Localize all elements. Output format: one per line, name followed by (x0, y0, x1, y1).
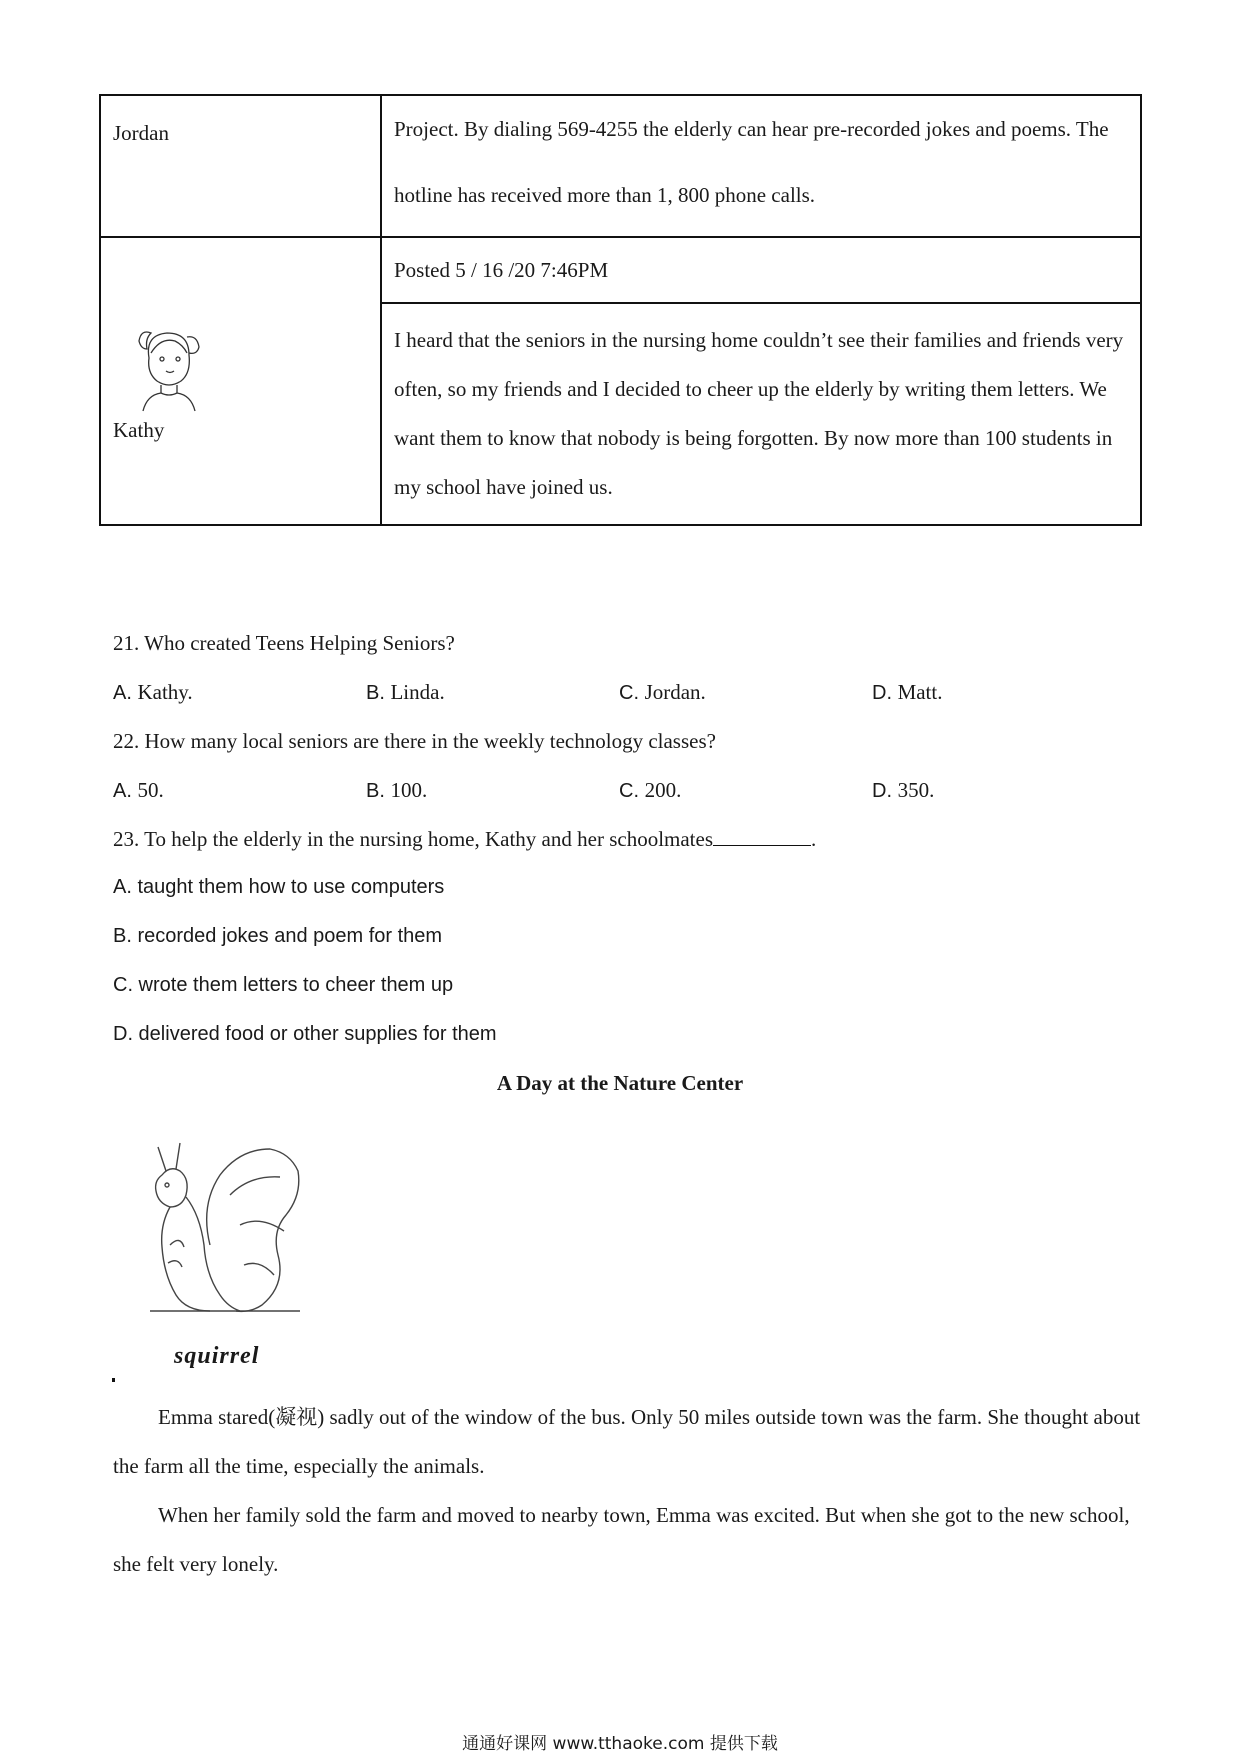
question-stem: 21. Who created Teens Helping Seniors? (113, 631, 455, 655)
option-b: B. 100. (366, 778, 428, 802)
table-row (100, 95, 1141, 237)
girl-avatar-icon (131, 323, 206, 413)
post-message: I heard that the seniors in the nursing home couldn’t see their families and friends very often, so my friends and I decided to cheer up the elderly by writing them letters. We want them to know that nobody is being forgotten. By now more than 100 students in my school have joined us. (394, 328, 1124, 499)
option-d: D. delivered food or other supplies for them (113, 1023, 497, 1045)
name-cell (100, 95, 381, 237)
message-cell (381, 95, 1141, 237)
passage-title: A Day at the Nature Center (496, 1071, 744, 1095)
option-a: A. 50. (113, 778, 164, 802)
post-message: Project. By dialing 569-4255 the elderly can hear pre-recorded jokes and poems. The hotline has received more than 1, 800 phone calls. (394, 117, 1109, 207)
option-c: C. Jordan. (619, 680, 706, 704)
posts-table (99, 94, 1142, 526)
option-c: C. 200. (619, 778, 682, 802)
poster-name: Kathy (113, 418, 165, 442)
table-row (100, 237, 1141, 303)
option-d: D. 350. (872, 778, 935, 802)
passage-paragraph: When her family sold the farm and moved to nearby town, Emma was excited. But when she got to the new school, she felt very lonely. (113, 1503, 1130, 1576)
image-caption: squirrel (174, 1343, 260, 1369)
option-a: A. taught them how to use computers (113, 876, 445, 898)
option-b: B. recorded jokes and poem for them (113, 925, 443, 947)
option-b: B. Linda. (366, 680, 445, 704)
option-d: D. Matt. (872, 680, 943, 704)
stray-mark (112, 1378, 115, 1382)
poster-name: Jordan (113, 121, 169, 145)
posted-time-cell (381, 237, 1141, 303)
option-a: A. Kathy. (113, 680, 193, 704)
question-stem: 22. How many local seniors are there in the weekly technology classes? (113, 729, 716, 753)
option-c: C. wrote them letters to cheer them up (113, 974, 454, 996)
page-footer: 通通好课网 www.tthaoke.com 提供下载 (462, 1734, 778, 1754)
message-cell (381, 303, 1141, 525)
squirrel-icon (140, 1135, 310, 1320)
name-cell (100, 237, 381, 525)
question-stem: 23. To help the elderly in the nursing home, Kathy and her schoolmates . (113, 827, 817, 851)
passage-paragraph: Emma stared(凝视) sadly out of the window of the bus. Only 50 miles outside town was the farm. She thought about the farm all the time, especially the animals. (113, 1405, 1141, 1478)
posted-time: Posted 5 / 16 /20 7:46PM (394, 258, 609, 282)
answer-blank (713, 844, 811, 846)
